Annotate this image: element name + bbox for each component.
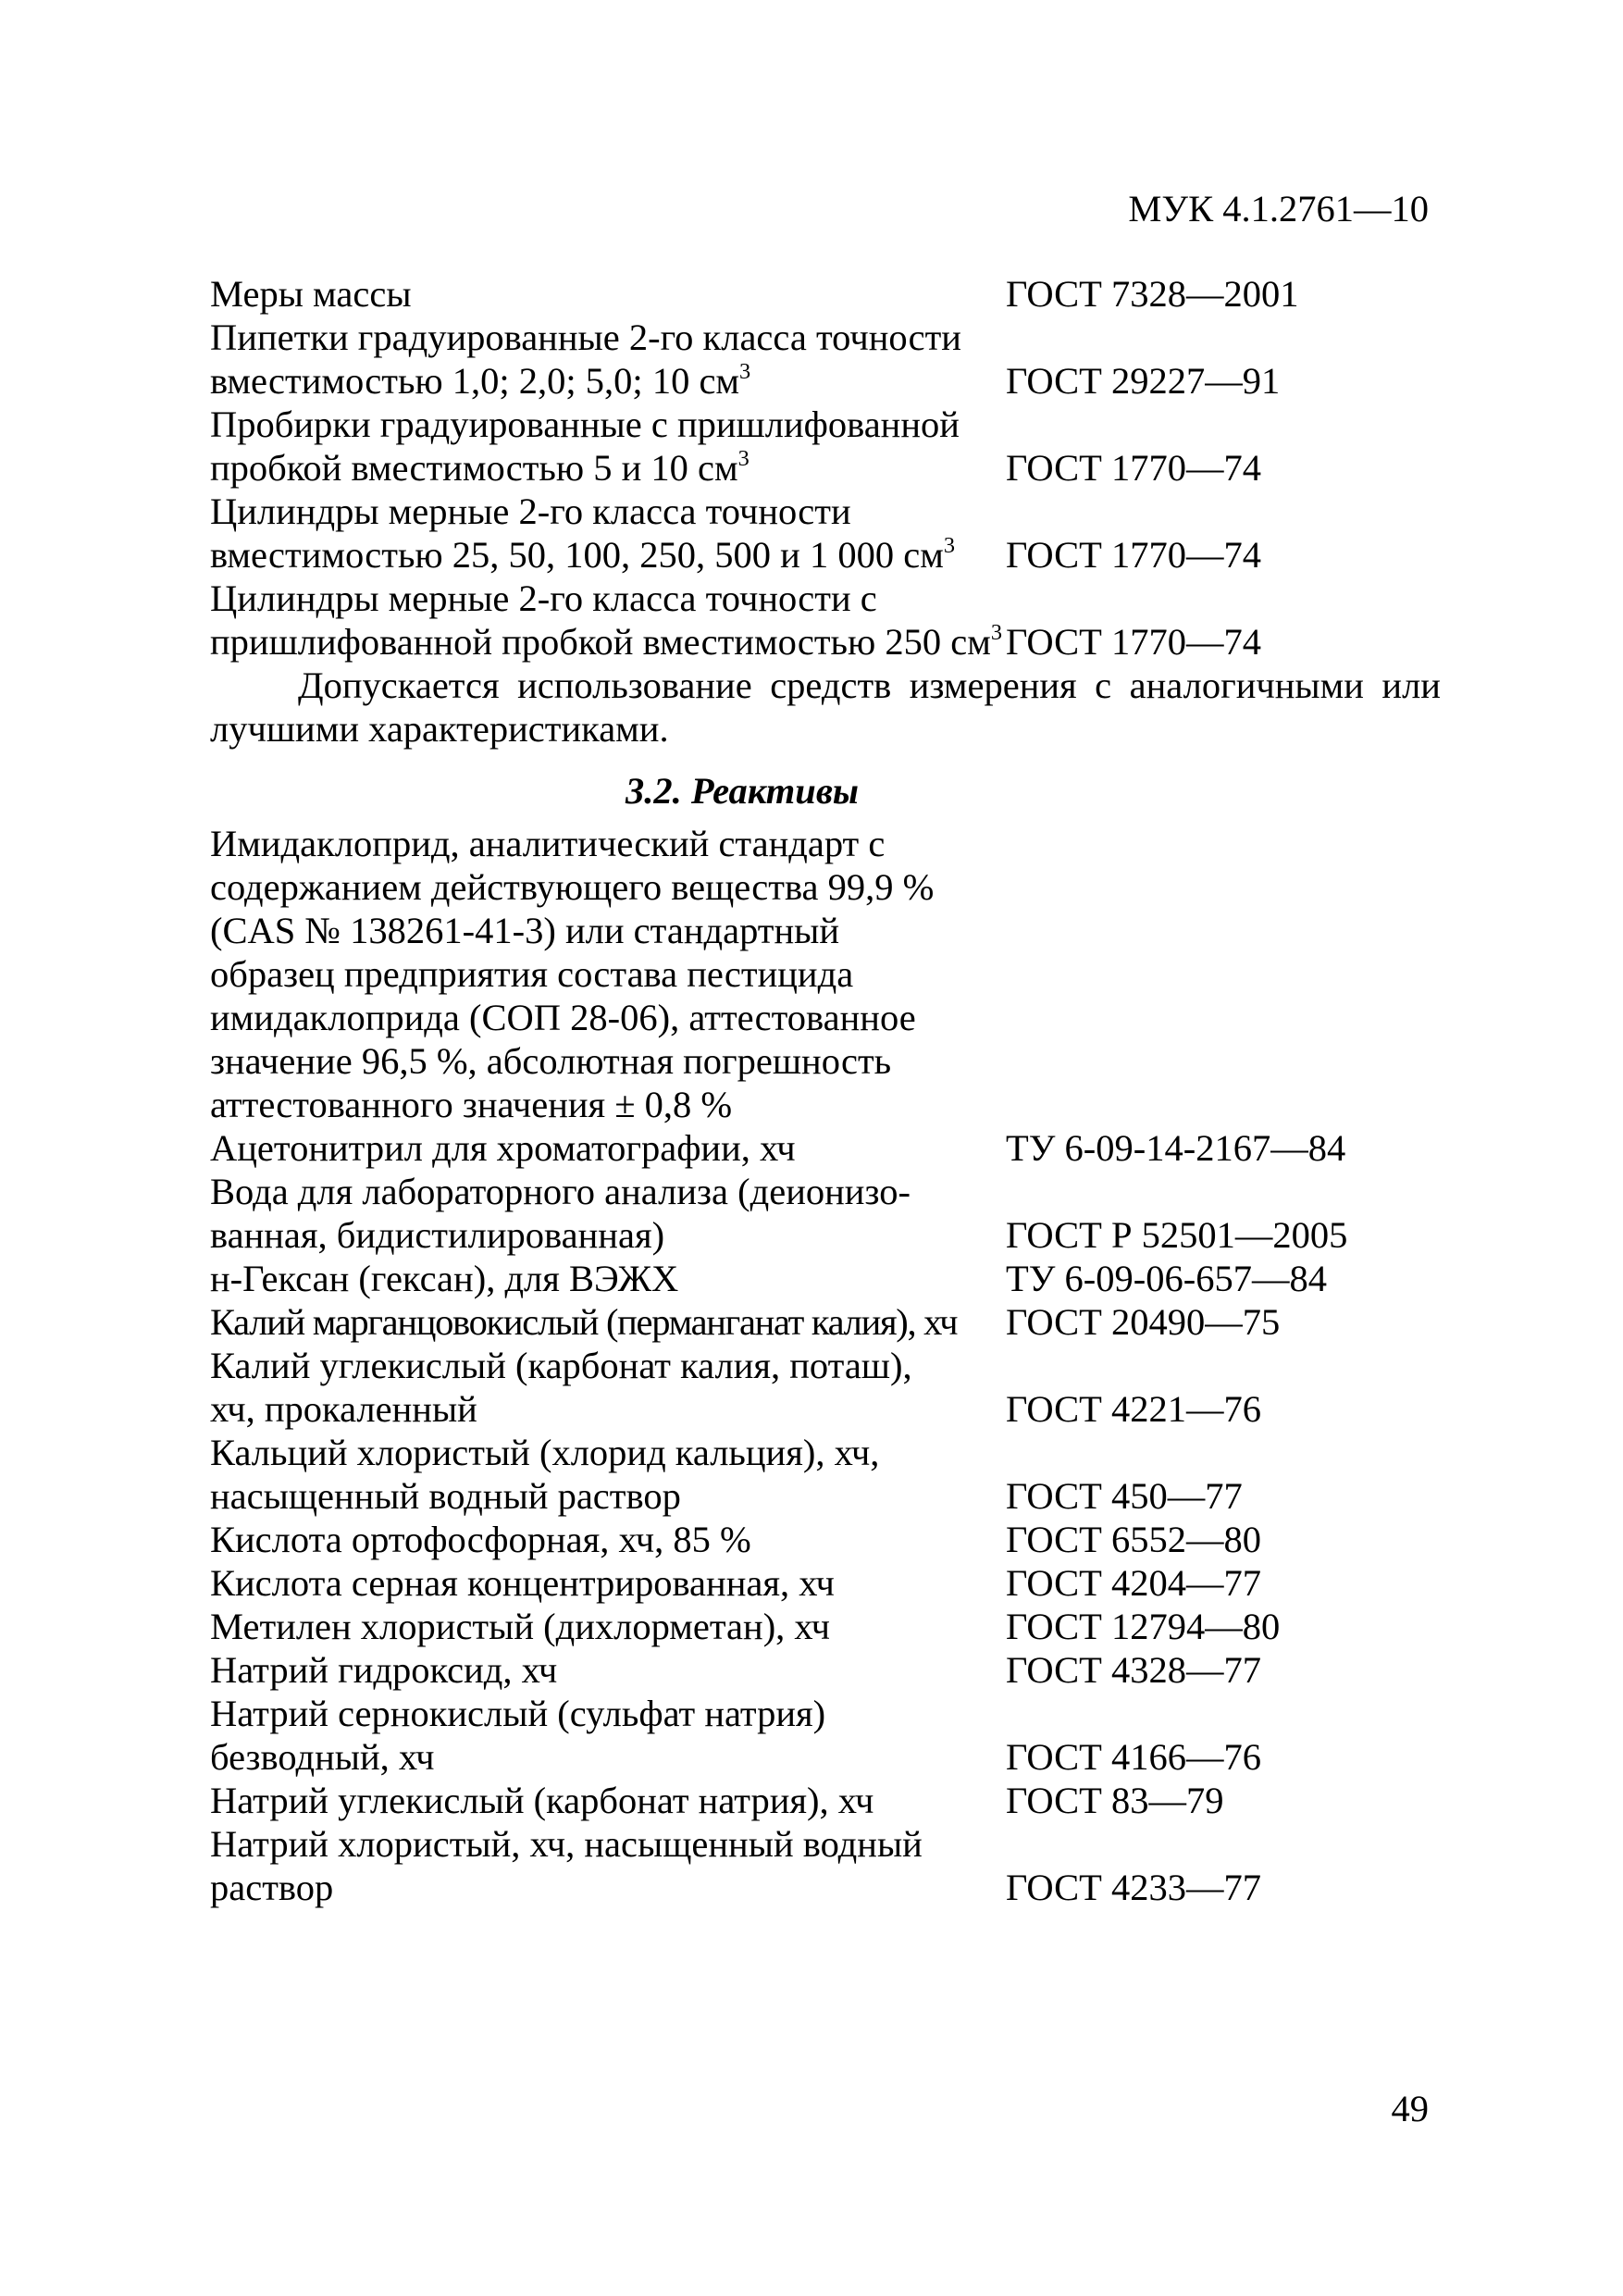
page-content xyxy=(210,272,1441,1909)
reagent-item-name xyxy=(210,1126,1006,1170)
instrument-item-standard: ГОСТ 7328—2001 xyxy=(1006,273,1299,315)
reagent-item-name xyxy=(210,1605,1006,1648)
reagent-item-name xyxy=(210,1431,1006,1518)
reagent-item-name-line: Метилен хлористый (дихлорметан), хч xyxy=(210,1606,831,1647)
instrument-item-standard: ГОСТ 1770—74 xyxy=(1006,447,1262,489)
reagent-item-name-line: аттестованного значения ± 0,8 % xyxy=(210,1084,733,1125)
instrument-item-name-line: Пробирки градуированные с пришлифованной xyxy=(210,403,960,445)
reagent-item-name-line: Натрий сернокислый (сульфат натрия) xyxy=(210,1693,826,1734)
reagent-item-name xyxy=(210,1170,1006,1257)
document-code: МУК 4.1.2761—10 xyxy=(1128,188,1429,230)
reagent-item-name-line: Калий марганцовокислый (перманганат калия), хч xyxy=(210,1301,958,1343)
reagent-item xyxy=(210,1126,1441,1170)
reagent-item-standard: ГОСТ 4204—77 xyxy=(1006,1562,1262,1604)
instrument-item-name-line: вместимостью 1,0; 2,0; 5,0; 10 $см^3$ xyxy=(210,358,751,402)
instrument-item xyxy=(210,316,1441,403)
instrument-item-name-line: Меры массы xyxy=(210,273,412,315)
instrument-item-name-line: Цилиндры мерные 2-го класса точности xyxy=(210,490,851,532)
instrument-item-name xyxy=(210,577,1006,664)
reagent-item-name-line: н-Гексан (гексан), для ВЭЖХ xyxy=(210,1258,679,1299)
reagent-item-name-line: образец предприятия состава пестицида xyxy=(210,953,854,995)
reagent-item xyxy=(210,1779,1441,1822)
reagent-item xyxy=(210,1692,1441,1779)
reagent-item-name xyxy=(210,1518,1006,1561)
reagent-item-name xyxy=(210,1344,1006,1431)
reagent-item-name xyxy=(210,1648,1006,1692)
reagent-item-standard: ТУ 6-09-14-2167—84 xyxy=(1006,1127,1346,1169)
reagent-item-name-line: имидаклоприда (СОП 28-06), аттестованное xyxy=(210,997,916,1038)
instrument-item-name-line: пробкой вместимостью 5 и 10 $см^3$ xyxy=(210,445,750,489)
instrument-item xyxy=(210,272,1441,316)
reagent-item-name-line: Кислота ортофосфорная, хч, 85 % xyxy=(210,1519,751,1560)
reagent-item-name-line: Натрий хлористый, хч, насыщенный водный xyxy=(210,1823,923,1865)
reagent-item-name-line: ванная, бидистилированная) xyxy=(210,1214,665,1256)
page-number: 49 xyxy=(1391,2088,1429,2129)
unit-superscript: 3 xyxy=(943,532,955,558)
reagent-item-name-line: Натрий углекислый (карбонат натрия), хч xyxy=(210,1780,874,1821)
instrument-item-name-line: Цилиндры мерные 2-го класса точности с xyxy=(210,577,877,619)
reagents-list xyxy=(210,822,1441,1909)
reagent-item-standard: ТУ 6-09-06-657—84 xyxy=(1006,1258,1327,1299)
reagent-item-standard: ГОСТ 4221—76 xyxy=(1006,1388,1262,1430)
reagent-item-name xyxy=(210,1779,1006,1822)
reagent-item-name-line: Имидаклоприд, аналитический стандарт с xyxy=(210,823,886,864)
reagent-item-name-line: Натрий гидроксид, хч xyxy=(210,1649,558,1691)
reagent-item-name-line: значение 96,5 %, абсолютная погрешность xyxy=(210,1040,892,1082)
reagent-item-standard: ГОСТ 12794—80 xyxy=(1006,1606,1281,1647)
reagent-item xyxy=(210,1257,1441,1300)
reagent-item-name-line: содержанием действующего вещества 99,9 % xyxy=(210,866,935,908)
reagent-item-name-line: Калий углекислый (карбонат калия, поташ), xyxy=(210,1345,912,1386)
reagent-item-name xyxy=(210,1692,1006,1779)
reagent-item-name-line: Кислота серная концентрированная, хч xyxy=(210,1562,835,1604)
reagent-item-standard: ГОСТ Р 52501—2005 xyxy=(1006,1214,1348,1256)
reagent-item-name-line: Кальций хлористый (хлорид кальция), хч, xyxy=(210,1432,880,1473)
reagent-item xyxy=(210,1344,1441,1431)
unit-superscript: 3 xyxy=(739,358,751,384)
reagent-item xyxy=(210,822,1441,1126)
reagent-item-standard: ГОСТ 4233—77 xyxy=(1006,1867,1262,1908)
reagent-item xyxy=(210,1300,1441,1344)
reagent-item-name xyxy=(210,1300,1006,1344)
instrument-item-name xyxy=(210,272,1006,316)
instrument-item-standard: ГОСТ 1770—74 xyxy=(1006,534,1262,576)
reagent-item xyxy=(210,1561,1441,1605)
reagent-item-name xyxy=(210,1822,1006,1909)
reagent-item-standard: ГОСТ 4328—77 xyxy=(1006,1649,1262,1691)
reagent-item xyxy=(210,1648,1441,1692)
instrument-item-name xyxy=(210,403,1006,490)
reagent-item xyxy=(210,1822,1441,1909)
reagent-item-name xyxy=(210,822,1006,1126)
instrument-item-name xyxy=(210,490,1006,577)
section-title: 3.2. Реактивы xyxy=(625,770,860,812)
unit-superscript: 3 xyxy=(737,445,750,471)
note-paragraph: Допускается использование средств измерения с аналогичными или лучшими характеристиками. xyxy=(210,664,1441,750)
reagent-item-name-line: раствор xyxy=(210,1867,334,1908)
reagent-item xyxy=(210,1170,1441,1257)
instruments-list xyxy=(210,272,1441,664)
reagent-item-standard: ГОСТ 450—77 xyxy=(1006,1475,1243,1517)
instrument-item-name-line: вместимостью 25, 50, 100, 250, 500 и 1 000 $см^3$ xyxy=(210,532,955,576)
reagent-item-standard: ГОСТ 20490—75 xyxy=(1006,1301,1281,1343)
reagent-item-standard: ГОСТ 4166—76 xyxy=(1006,1736,1262,1778)
reagent-item xyxy=(210,1605,1441,1648)
reagent-item xyxy=(210,1431,1441,1518)
reagent-item-name-line: Ацетонитрил для хроматографии, хч xyxy=(210,1127,796,1169)
instrument-item-name-line: Пипетки градуированные 2-го класса точности xyxy=(210,316,961,358)
reagent-item-standard: ГОСТ 6552—80 xyxy=(1006,1519,1262,1560)
instrument-item xyxy=(210,577,1441,664)
reagent-item-name-line: Вода для лабораторного анализа (деионизо- xyxy=(210,1171,911,1212)
reagent-item xyxy=(210,1518,1441,1561)
reagent-item-name xyxy=(210,1257,1006,1300)
instrument-item-standard: ГОСТ 1770—74 xyxy=(1006,621,1262,663)
reagent-item-name-line: (CAS № 138261-41-3) или стандартный xyxy=(210,910,840,951)
reagent-item-name-line: безводный, хч xyxy=(210,1736,435,1778)
instrument-item-standard: ГОСТ 29227—91 xyxy=(1006,360,1281,402)
instrument-item xyxy=(210,490,1441,577)
instrument-item-name-line: пришлифованной пробкой вместимостью 250 $см^3$ xyxy=(210,619,1003,663)
reagent-item-standard: ГОСТ 83—79 xyxy=(1006,1780,1224,1821)
reagent-item-name-line: хч, прокаленный xyxy=(210,1388,477,1430)
reagent-item-name-line: насыщенный водный раствор xyxy=(210,1475,681,1517)
instrument-item xyxy=(210,403,1441,490)
reagent-item-name xyxy=(210,1561,1006,1605)
unit-superscript: 3 xyxy=(990,619,1003,645)
instrument-item-name xyxy=(210,316,1006,403)
